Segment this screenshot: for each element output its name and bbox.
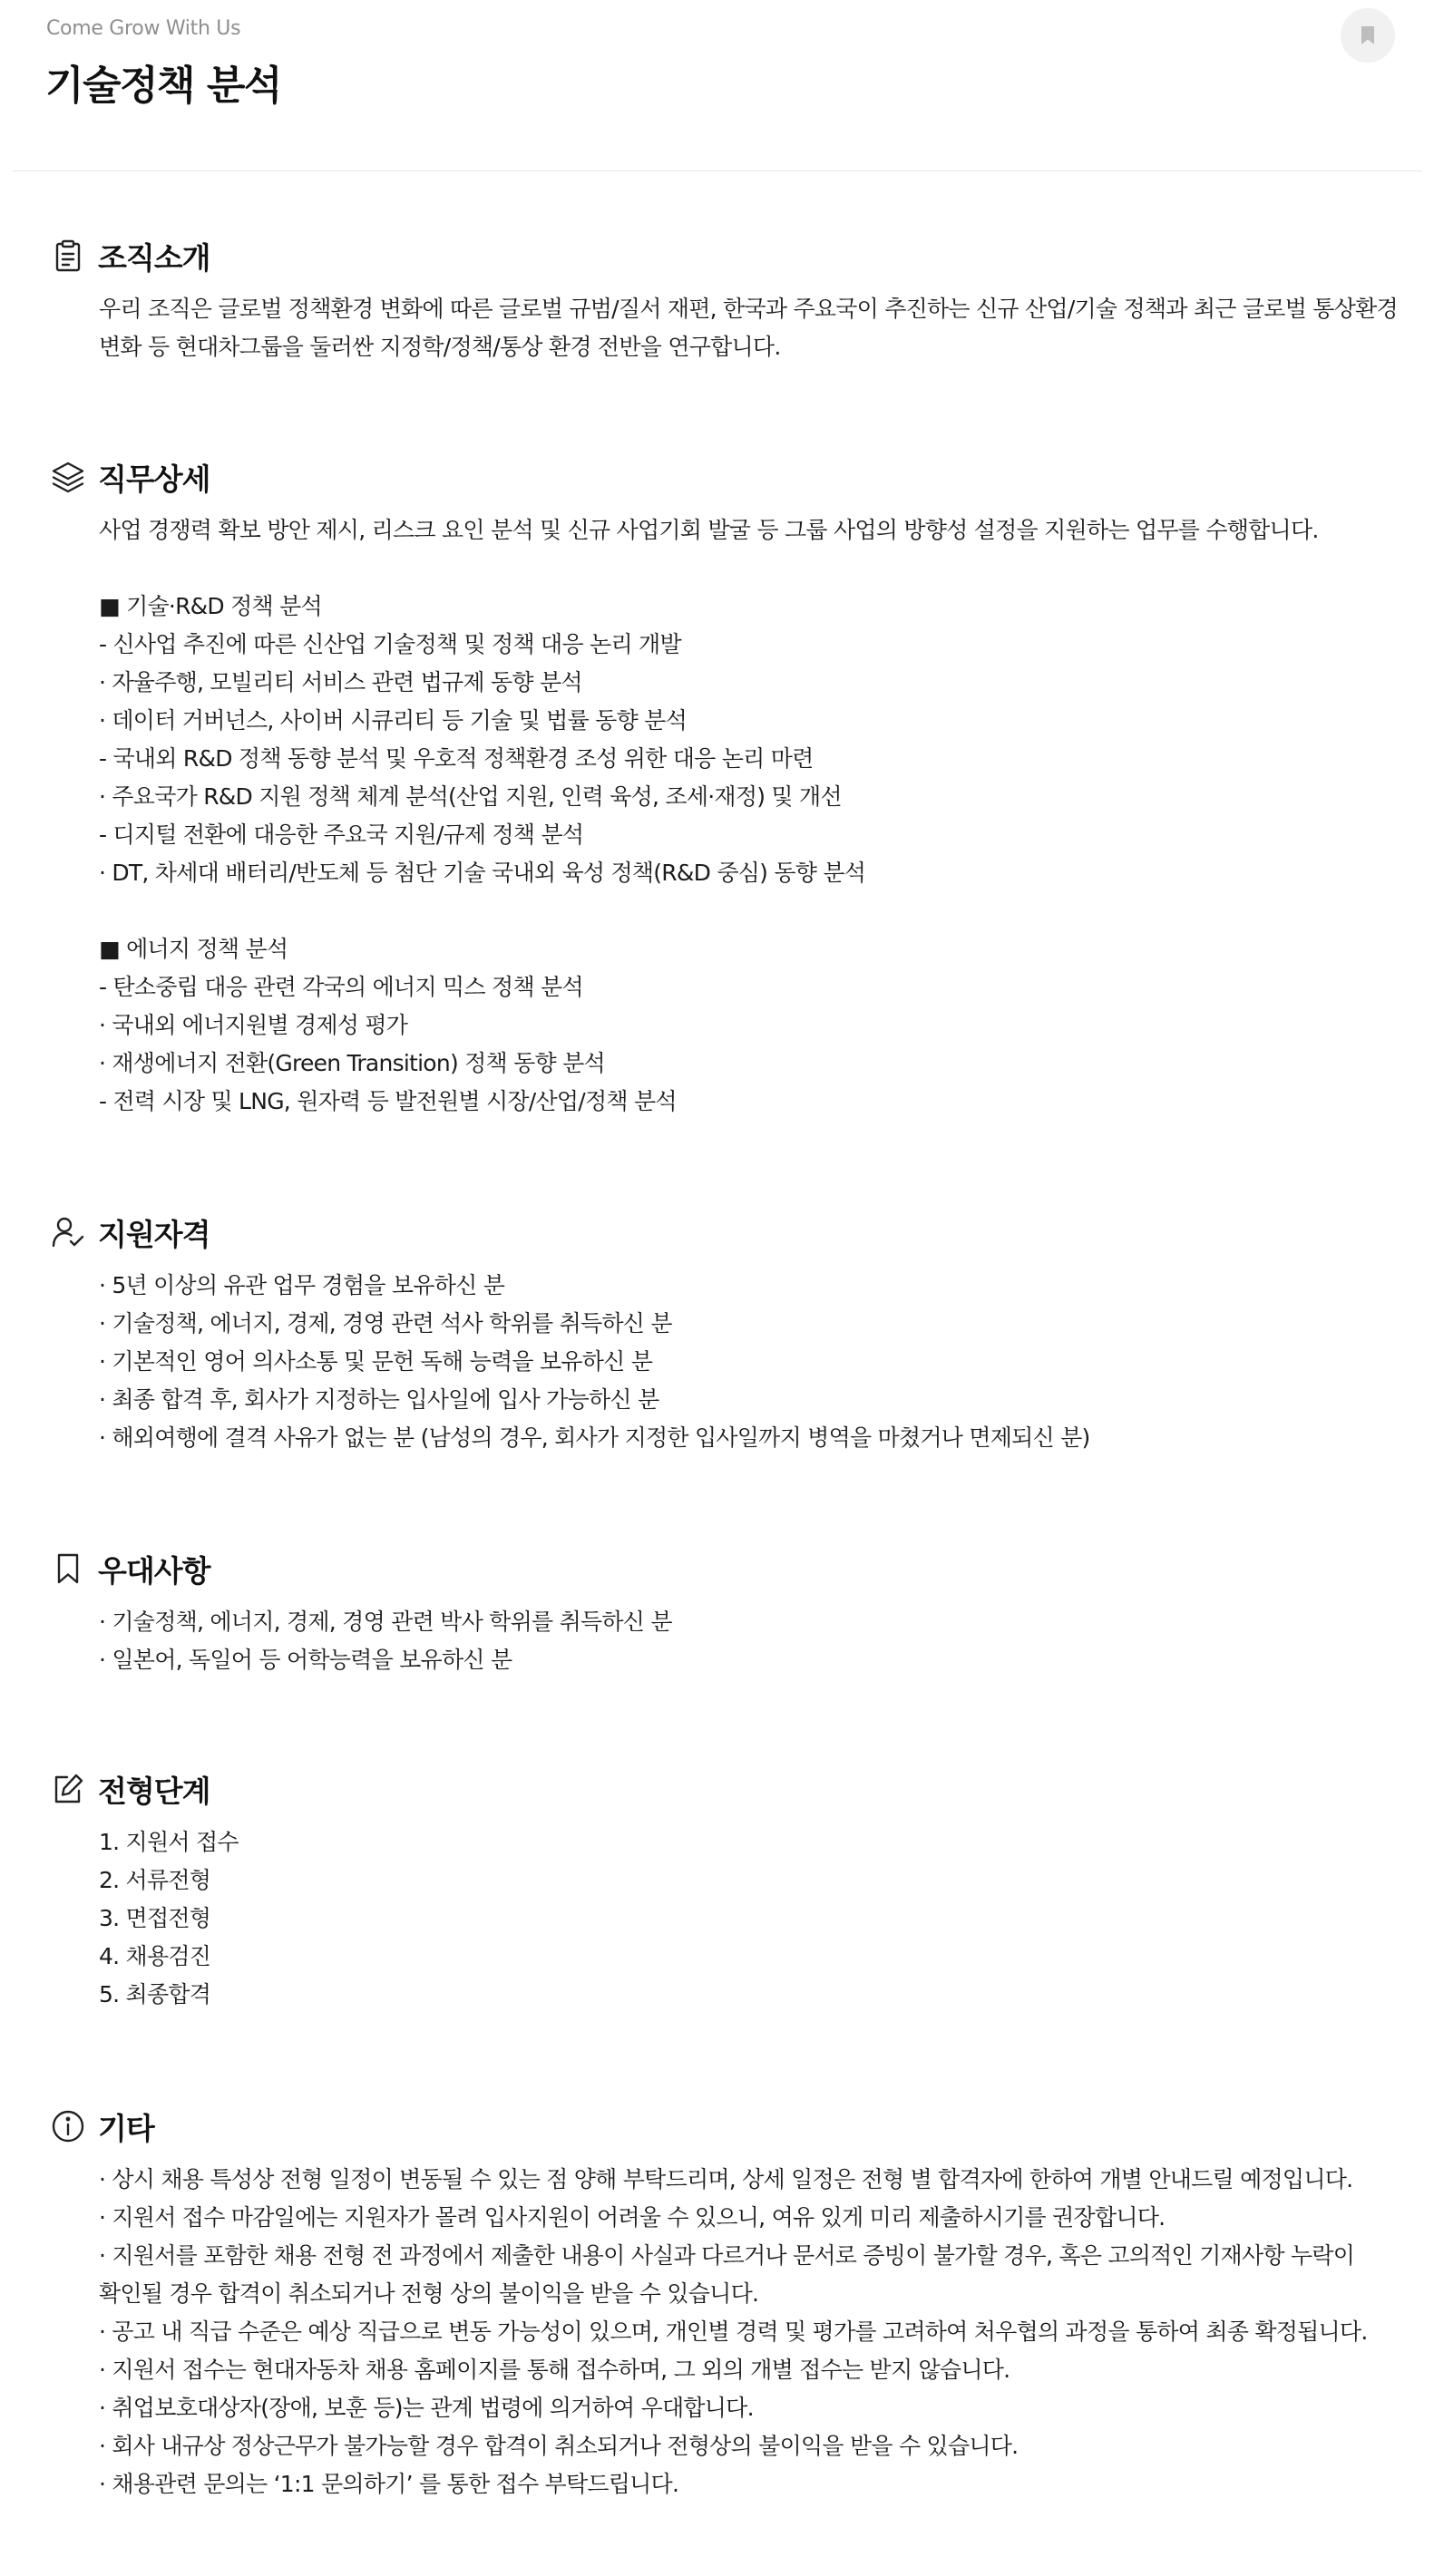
body-line: · 5년 이상의 유관 업무 경험을 보유하신 분 [99,1272,505,1298]
body-line: · 데이터 거버넌스, 사이버 시큐리티 등 기술 및 법률 동향 분석 [99,707,687,734]
body-line: · 채용관련 문의는 ‘1:1 문의하기’ 를 통한 접수 부탁드립니다. [99,2471,679,2497]
body-line: · 지원서 접수 마감일에는 지원자가 몰려 입사지원이 어려울 수 있으니, 여유 있게 미리 제출하시기를 권장합니다. [99,2204,1166,2231]
page-subtitle: Come Grow With Us [46,17,241,40]
body-line: · 국내외 에너지원별 경제성 평가 [99,1012,408,1038]
section-header [51,2108,154,2144]
section-header [51,238,210,274]
section-body [99,511,1405,1121]
body-line: 1. 지원서 접수 [99,1829,239,1855]
body-line: · 해외여행에 결격 사유가 없는 분 (남성의 경우, 회사가 지정한 입사일까지 병역을 마쳤거나 면제되신 분) [99,1424,1090,1451]
body-line: ■ 기술·R&D 정책 분석 [99,593,322,619]
body-line: · 자율주행, 모빌리티 서비스 관련 법규제 동향 분석 [99,669,582,695]
body-line: 사업 경쟁력 확보 방안 제시, 리스크 요인 분석 및 신규 사업기회 발굴 등 그룹 사업의 방향성 설정을 지원하는 업무를 수행합니다. [99,517,1319,543]
section-body [99,1603,1405,1679]
body-line: · 일본어, 독일어 등 어학능력을 보유하신 분 [99,1647,512,1673]
body-line: · 회사 내규상 정상근무가 불가능할 경우 합격이 취소되거나 전형상의 불이익을 받을 수 있습니다. [99,2433,1019,2459]
body-line: 2. 서류전형 [99,1867,211,1893]
section-body [99,290,1405,366]
body-line: · 지원서 접수는 현대자동차 채용 홈페이지를 통해 접수하며, 그 외의 개별 접수는 받지 않습니다. [99,2357,1010,2383]
section-title: 직무상세 [98,461,210,497]
body-line: - 전력 시장 및 LNG, 원자력 등 발전원별 시장/산업/정책 분석 [99,1088,677,1114]
section-header [51,1771,210,1807]
body-line [99,549,1405,588]
section-title: 지원자격 [98,1216,210,1252]
info-icon [51,2109,85,2143]
section-body [99,1267,1405,1457]
edit-icon [51,1772,85,1806]
page-title: 기술정책 분석 [45,63,281,109]
body-line [99,892,1405,930]
layers-icon [51,460,85,494]
body-line: 4. 채용검진 [99,1943,211,1969]
body-line: - 탄소중립 대응 관련 각국의 에너지 믹스 정책 분석 [99,974,583,1000]
body-line: 3. 면접전형 [99,1905,211,1931]
body-line: · 지원서를 포함한 채용 전형 전 과정에서 제출한 내용이 사실과 다르거나 문서로 증빙이 불가할 경우, 혹은 고의적인 기재사항 누락이 [99,2242,1355,2269]
body-line: · 기술정책, 에너지, 경제, 경영 관련 박사 학위를 취득하신 분 [99,1609,672,1635]
page-header [0,0,1434,172]
bookmark-button[interactable] [1341,8,1395,63]
clipboard-icon [51,238,85,273]
section-body [99,1823,1405,2014]
body-line: 확인될 경우 합격이 취소되거나 전형 상의 불이익을 받을 수 있습니다. [99,2280,759,2307]
section-header [51,459,210,495]
body-line: · 상시 채용 특성상 전형 일정이 변동될 수 있는 점 양해 부탁드리며, 상세 일정은 전형 별 합격자에 한하여 개별 안내드릴 예정입니다. [99,2166,1353,2192]
body-line: · 주요국가 R&D 지원 정책 체계 분석(산업 지원, 인력 육성, 조세·재정) 및 개선 [99,783,842,810]
body-line: - 국내외 R&D 정책 동향 분석 및 우호적 정책환경 조성 위한 대응 논리 마련 [99,745,814,772]
section-title: 조직소개 [98,239,210,276]
body-line: - 신사업 추진에 따른 신산업 기술정책 및 정책 대응 논리 개발 [99,631,681,657]
body-line: · 공고 내 직급 수준은 예상 직급으로 변동 가능성이 있으며, 개인별 경력 및 평가를 고려하여 처우협의 과정을 통하여 최종 확정됩니다. [99,2318,1368,2345]
section-header [51,1214,210,1250]
body-line: · 기본적인 영어 의사소통 및 문헌 독해 능력을 보유하신 분 [99,1348,653,1375]
section-title: 기타 [98,2110,154,2146]
section-body [99,2161,1405,2503]
body-line: - 디지털 전환에 대응한 주요국 지원/규제 정책 분석 [99,821,584,848]
section-title: 전형단계 [98,1773,210,1809]
bookmark-icon [1359,24,1377,46]
header-divider [13,170,1422,171]
body-line: 우리 조직은 글로벌 정책환경 변화에 따른 글로벌 규범/질서 재편, 한국과 주요국이 추진하는 신규 산업/기술 정책과 최근 글로벌 통상환경 [99,296,1398,322]
bookmark-outline-icon [51,1551,85,1586]
body-line: 변화 등 현대차그룹을 둘러싼 지정학/정책/통상 환경 전반을 연구합니다. [99,334,781,360]
body-line: · 재생에너지 전환(Green Transition) 정책 동향 분석 [99,1050,605,1076]
body-line: ■ 에너지 정책 분석 [99,936,288,962]
body-line: 5. 최종합격 [99,1981,211,2007]
body-line: · 최종 합격 후, 회사가 지정하는 입사일에 입사 가능하신 분 [99,1386,659,1413]
section-title: 우대사항 [98,1552,210,1589]
section-header [51,1550,210,1587]
body-line: · DT, 차세대 배터리/반도체 등 첨단 기술 국내외 육성 정책(R&D 중심) 동향 분석 [99,860,866,886]
body-line: · 기술정책, 에너지, 경제, 경영 관련 석사 학위를 취득하신 분 [99,1310,672,1337]
user-check-icon [51,1215,85,1249]
body-line: · 취업보호대상자(장애, 보훈 등)는 관계 법령에 의거하여 우대합니다. [99,2395,754,2421]
